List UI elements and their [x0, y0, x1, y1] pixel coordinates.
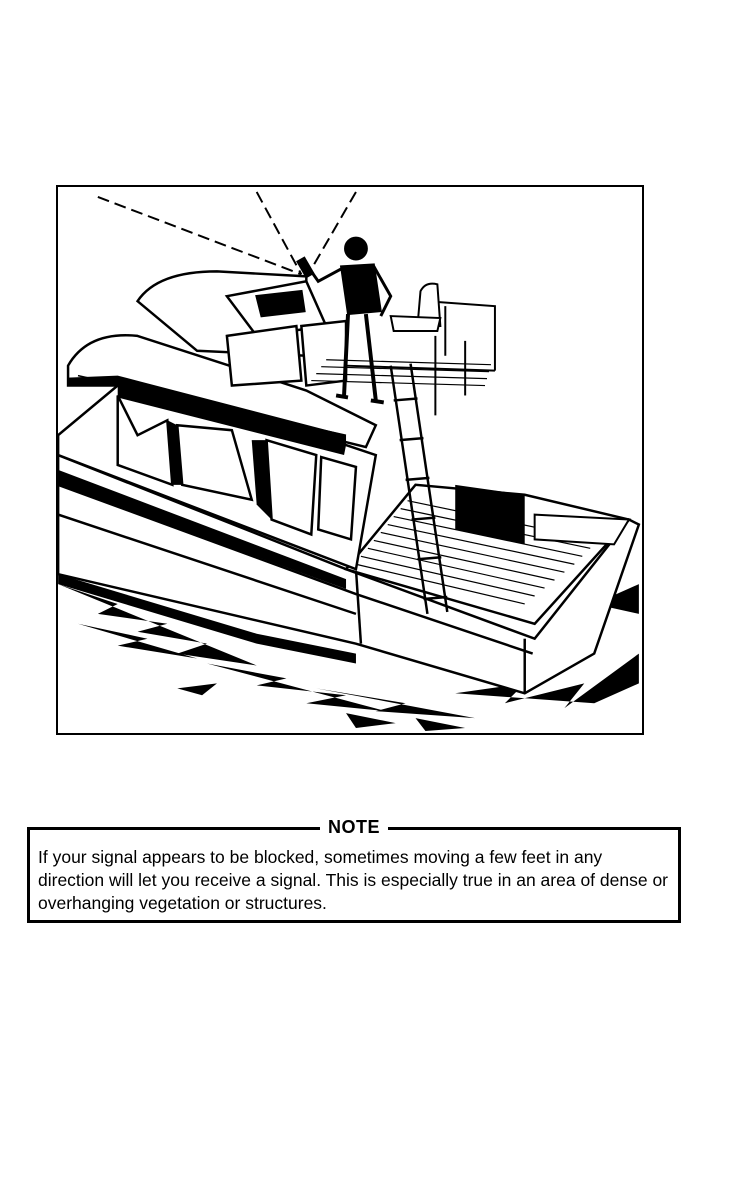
signal-lines [98, 192, 356, 274]
boat-with-gps-receiver-icon [58, 187, 642, 733]
note-heading: NOTE [320, 816, 388, 838]
boat-illustration [56, 185, 644, 735]
note-box [27, 817, 681, 923]
helm-seat [391, 284, 441, 331]
note-text: If your signal appears to be blocked, sometimes moving a few feet in any direction will let you receive a signal. This is especially true in an area of dense or overhanging vegetation or structures. [38, 847, 668, 913]
